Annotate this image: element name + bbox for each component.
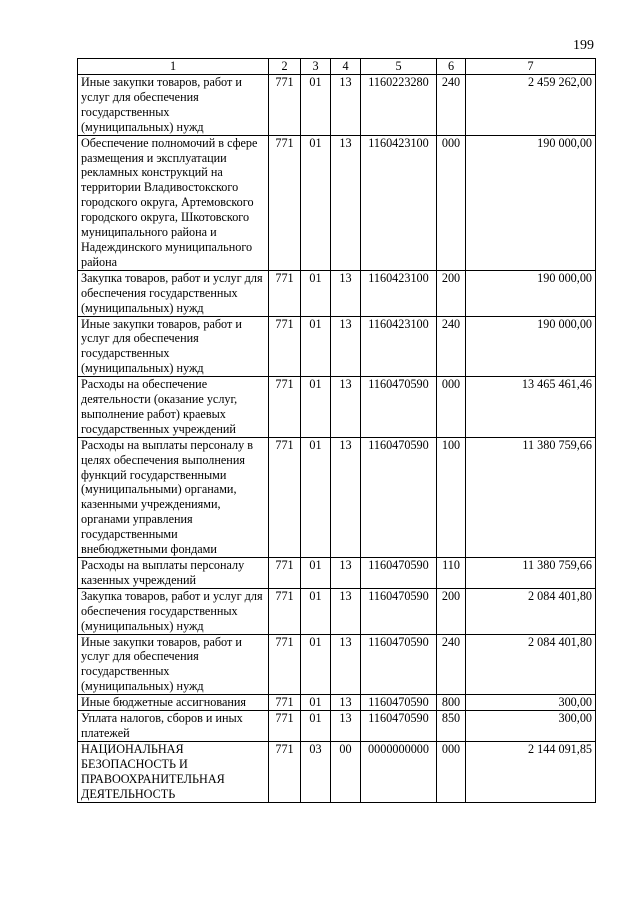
row-code-cell: 771 xyxy=(269,588,301,634)
row-code-cell: 771 xyxy=(269,135,301,270)
row-amount-cell: 11 380 759,66 xyxy=(466,437,596,557)
row-name-cell: Иные закупки товаров, работ и услуг для обеспечения государственных (муниципальных) нужд xyxy=(78,316,269,377)
row-code-cell: 771 xyxy=(269,741,301,802)
row-code-cell: 771 xyxy=(269,75,301,136)
row-amount-cell: 300,00 xyxy=(466,711,596,742)
row-code-cell: 1160470590 xyxy=(361,377,437,438)
row-code-cell: 13 xyxy=(331,377,361,438)
row-code-cell: 1160423100 xyxy=(361,135,437,270)
row-code-cell: 01 xyxy=(301,135,331,270)
row-code-cell: 100 xyxy=(437,437,466,557)
row-code-cell: 0000000000 xyxy=(361,741,437,802)
table-row xyxy=(78,75,596,136)
row-code-cell: 01 xyxy=(301,711,331,742)
row-code-cell: 771 xyxy=(269,437,301,557)
row-code-cell: 200 xyxy=(437,270,466,316)
row-code-cell: 771 xyxy=(269,634,301,695)
row-name-cell: Расходы на выплаты персоналу казенных учреждений xyxy=(78,558,269,589)
row-code-cell: 771 xyxy=(269,316,301,377)
row-code-cell: 13 xyxy=(331,437,361,557)
row-code-cell: 771 xyxy=(269,695,301,711)
row-code-cell: 01 xyxy=(301,634,331,695)
table-row xyxy=(78,711,596,742)
row-code-cell: 1160223280 xyxy=(361,75,437,136)
row-name-cell: Закупка товаров, работ и услуг для обеспечения государственных (муниципальных) нужд xyxy=(78,588,269,634)
column-header: 1 xyxy=(78,59,269,75)
row-code-cell: 850 xyxy=(437,711,466,742)
row-code-cell: 1160423100 xyxy=(361,270,437,316)
row-name-cell: Обеспечение полномочий в сфере размещения и эксплуатации рекламных конструкций на территории Владивостокского городского округа, Артемовского городского округа, Шкотовского муниципального района и Надеждинского муниципального района xyxy=(78,135,269,270)
column-header: 2 xyxy=(269,59,301,75)
row-code-cell: 13 xyxy=(331,75,361,136)
row-code-cell: 01 xyxy=(301,377,331,438)
column-header: 6 xyxy=(437,59,466,75)
row-code-cell: 1160423100 xyxy=(361,316,437,377)
row-code-cell: 800 xyxy=(437,695,466,711)
row-code-cell: 1160470590 xyxy=(361,558,437,589)
column-header: 3 xyxy=(301,59,331,75)
table-row xyxy=(78,316,596,377)
column-header: 4 xyxy=(331,59,361,75)
row-code-cell: 01 xyxy=(301,437,331,557)
row-code-cell: 240 xyxy=(437,634,466,695)
row-code-cell: 13 xyxy=(331,135,361,270)
row-code-cell: 000 xyxy=(437,135,466,270)
row-code-cell: 000 xyxy=(437,741,466,802)
budget-table xyxy=(77,58,596,803)
row-name-cell: Расходы на обеспечение деятельности (оказание услуг, выполнение работ) краевых государственных учреждений xyxy=(78,377,269,438)
table-header-row xyxy=(78,59,596,75)
row-name-cell: Уплата налогов, сборов и иных платежей xyxy=(78,711,269,742)
row-code-cell: 771 xyxy=(269,377,301,438)
row-code-cell: 240 xyxy=(437,316,466,377)
row-code-cell: 1160470590 xyxy=(361,695,437,711)
row-code-cell: 01 xyxy=(301,270,331,316)
row-code-cell: 200 xyxy=(437,588,466,634)
row-name-cell: НАЦИОНАЛЬНАЯ БЕЗОПАСНОСТЬ И ПРАВООХРАНИТЕЛЬНАЯ ДЕЯТЕЛЬНОСТЬ xyxy=(78,741,269,802)
row-code-cell: 13 xyxy=(331,695,361,711)
row-name-cell: Закупка товаров, работ и услуг для обеспечения государственных (муниципальных) нужд xyxy=(78,270,269,316)
table-row xyxy=(78,634,596,695)
table-row xyxy=(78,588,596,634)
column-header: 7 xyxy=(466,59,596,75)
row-code-cell: 1160470590 xyxy=(361,437,437,557)
row-code-cell: 1160470590 xyxy=(361,634,437,695)
row-name-cell: Иные бюджетные ассигнования xyxy=(78,695,269,711)
row-code-cell: 771 xyxy=(269,711,301,742)
row-code-cell: 01 xyxy=(301,558,331,589)
table-row xyxy=(78,437,596,557)
row-code-cell: 13 xyxy=(331,588,361,634)
row-code-cell: 771 xyxy=(269,270,301,316)
row-code-cell: 03 xyxy=(301,741,331,802)
row-code-cell: 13 xyxy=(331,270,361,316)
row-amount-cell: 2 459 262,00 xyxy=(466,75,596,136)
row-code-cell: 000 xyxy=(437,377,466,438)
row-name-cell: Расходы на выплаты персоналу в целях обеспечения выполнения функций государственными (муниципальными) органами, казенными учреждениями, органами управления государственными внебюджетными фондами xyxy=(78,437,269,557)
row-amount-cell: 190 000,00 xyxy=(466,316,596,377)
row-code-cell: 13 xyxy=(331,558,361,589)
row-code-cell: 13 xyxy=(331,634,361,695)
row-amount-cell: 300,00 xyxy=(466,695,596,711)
row-amount-cell: 13 465 461,46 xyxy=(466,377,596,438)
row-code-cell: 01 xyxy=(301,316,331,377)
row-code-cell: 01 xyxy=(301,588,331,634)
row-code-cell: 240 xyxy=(437,75,466,136)
table-row xyxy=(78,741,596,802)
row-code-cell: 13 xyxy=(331,711,361,742)
table-row xyxy=(78,377,596,438)
column-header: 5 xyxy=(361,59,437,75)
row-code-cell: 1160470590 xyxy=(361,588,437,634)
row-code-cell: 771 xyxy=(269,558,301,589)
row-code-cell: 00 xyxy=(331,741,361,802)
row-amount-cell: 2 084 401,80 xyxy=(466,634,596,695)
row-code-cell: 1160470590 xyxy=(361,711,437,742)
row-amount-cell: 190 000,00 xyxy=(466,135,596,270)
table-row xyxy=(78,558,596,589)
table-row xyxy=(78,135,596,270)
row-name-cell: Иные закупки товаров, работ и услуг для обеспечения государственных (муниципальных) нужд xyxy=(78,75,269,136)
row-amount-cell: 2 144 091,85 xyxy=(466,741,596,802)
row-amount-cell: 190 000,00 xyxy=(466,270,596,316)
row-code-cell: 13 xyxy=(331,316,361,377)
table-row xyxy=(78,270,596,316)
row-amount-cell: 2 084 401,80 xyxy=(466,588,596,634)
row-amount-cell: 11 380 759,66 xyxy=(466,558,596,589)
page-number: 199 xyxy=(573,38,594,53)
row-code-cell: 110 xyxy=(437,558,466,589)
table-row xyxy=(78,695,596,711)
row-name-cell: Иные закупки товаров, работ и услуг для обеспечения государственных (муниципальных) нужд xyxy=(78,634,269,695)
row-code-cell: 01 xyxy=(301,695,331,711)
row-code-cell: 01 xyxy=(301,75,331,136)
